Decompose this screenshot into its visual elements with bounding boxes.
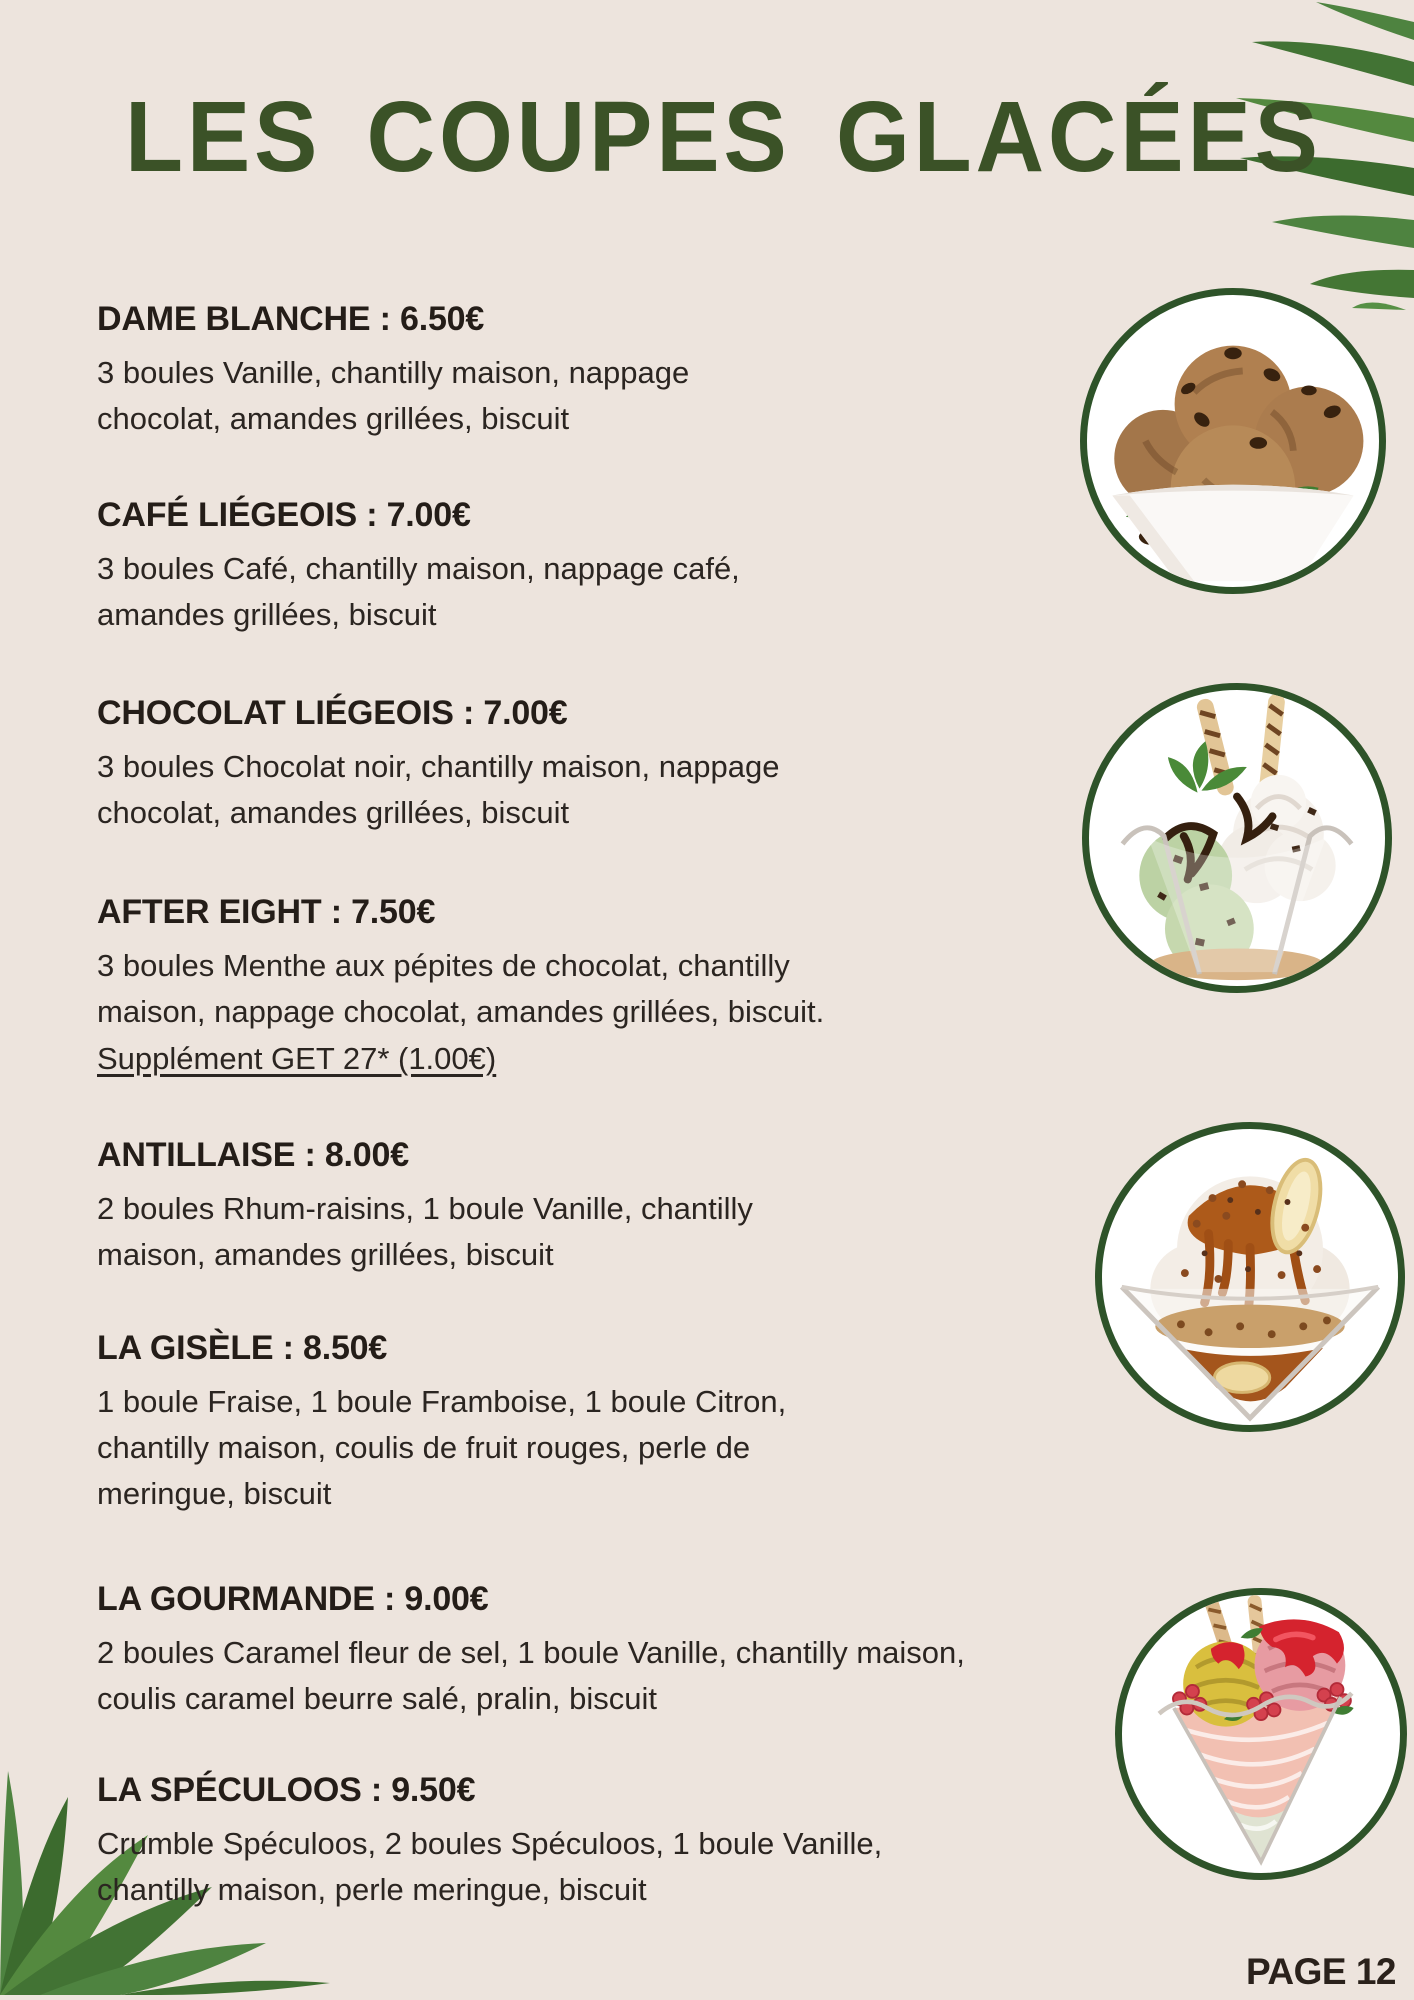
item-supplement-note: Supplément GET 27* (1.00€) [97,1041,497,1076]
item-description-line: 3 boules Café, chantilly maison, nappage café, [97,551,740,586]
menu-item-heading: DAME BLANCHE : 6.50€ [97,300,485,338]
caramel-banana-sundae-photo [1095,1122,1405,1432]
menu-item-heading: LA GISÈLE : 8.50€ [97,1329,388,1367]
item-description-line: 3 boules Menthe aux pépites de chocolat, chantilly [97,948,790,983]
menu-item-heading: CHOCOLAT LIÉGEOIS : 7.00€ [97,694,568,732]
menu-item-heading: AFTER EIGHT : 7.50€ [97,893,436,931]
menu-item-heading: LA GOURMANDE : 9.00€ [97,1580,489,1618]
item-description-line: 1 boule Fraise, 1 boule Framboise, 1 boule Citron, [97,1384,787,1419]
item-description-line: chocolat, amandes grillées, biscuit [97,795,570,830]
menu-item-antillaise [97,1136,753,1278]
item-description-line: chocolat, amandes grillées, biscuit [97,401,570,436]
item-description-line: maison, nappage chocolat, amandes grillées, biscuit. [97,994,825,1029]
menu-item-after-eight [97,893,824,1083]
menu-item-la-gourmande [97,1580,965,1722]
item-description-line: amandes grillées, biscuit [97,597,437,632]
item-description-line: 3 boules Chocolat noir, chantilly maison, nappage [97,749,780,784]
item-description-line: chantilly maison, coulis de fruit rouges, perle de [97,1430,751,1465]
menu-item-chocolat-liegeois [97,694,779,836]
fruit-ice-cream-cone-photo [1115,1588,1407,1880]
item-description-line: coulis caramel beurre salé, pralin, biscuit [97,1681,657,1716]
menu-item-heading: LA SPÉCULOOS : 9.50€ [97,1771,476,1809]
item-description-line: chantilly maison, perle meringue, biscuit [97,1872,647,1907]
coffee-ice-cream-bowl-photo [1080,288,1386,594]
item-description-line: meringue, biscuit [97,1476,332,1511]
menu-item-cafe-liegeois [97,496,740,638]
item-description-line: 2 boules Caramel fleur de sel, 1 boule Vanille, chantilly maison, [97,1635,965,1670]
menu-item-la-gisele [97,1329,786,1517]
page-title: LES COUPES GLACÉES [125,81,1322,193]
item-description-line: Crumble Spéculoos, 2 boules Spéculoos, 1 boule Vanille, [97,1826,883,1861]
menu-item-dame-blanche [97,300,689,442]
item-description-line: 3 boules Vanille, chantilly maison, nappage [97,355,690,390]
menu-item-heading: CAFÉ LIÉGEOIS : 7.00€ [97,496,471,534]
page-number: PAGE 12 [1245,1951,1396,1992]
item-description-line: 2 boules Rhum-raisins, 1 boule Vanille, chantilly [97,1191,753,1226]
menu-item-la-speculoos [97,1771,882,1913]
item-description-line: maison, amandes grillées, biscuit [97,1237,554,1272]
mint-chocolate-sundae-photo [1082,683,1392,993]
menu-item-heading: ANTILLAISE : 8.00€ [97,1136,409,1174]
